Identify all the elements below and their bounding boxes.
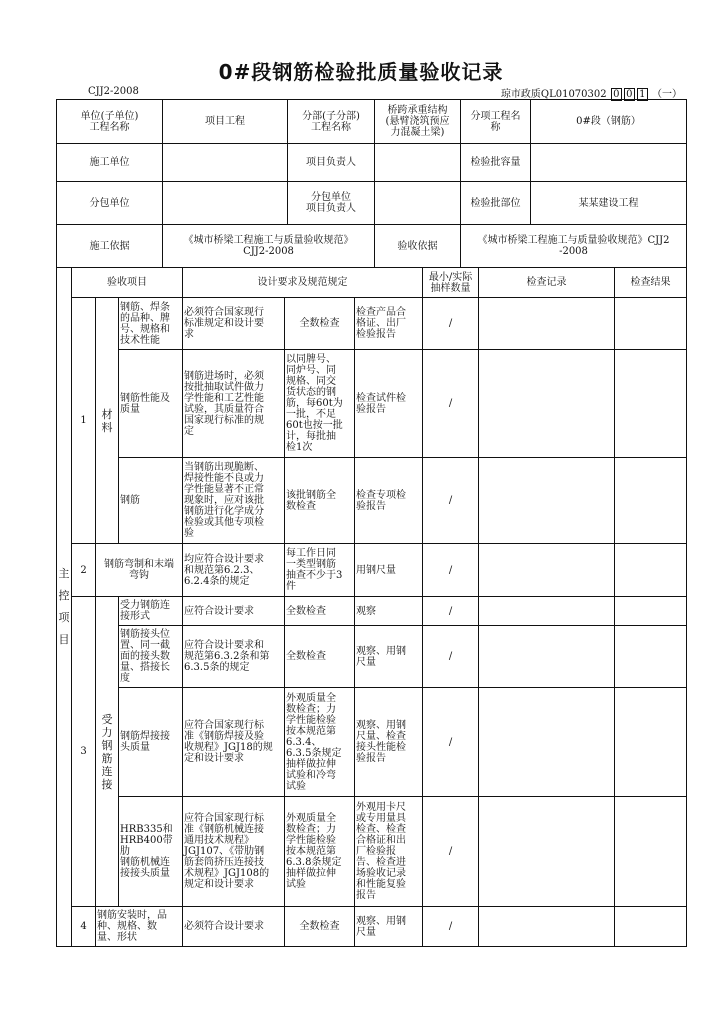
inspection-method: 用钢尺量	[355, 544, 423, 597]
sample-count[interactable]: /	[423, 626, 479, 688]
sample-count[interactable]: /	[423, 797, 479, 907]
sample-count[interactable]: /	[423, 458, 479, 544]
check-record[interactable]	[479, 907, 615, 947]
form-code-prefix: 琼市政质QL01070302	[500, 89, 607, 100]
item-name: 钢筋焊接接 头质量	[119, 688, 183, 797]
form-code-suffix: （一）	[652, 89, 682, 100]
project-manager-value[interactable]	[375, 144, 461, 182]
construction-unit-value[interactable]	[163, 144, 288, 182]
check-result[interactable]	[615, 797, 687, 907]
construction-basis-label: 施工依据	[57, 225, 163, 268]
sample-count[interactable]: /	[423, 298, 479, 350]
construction-basis-value[interactable]: 《城市桥梁工程施工与质量验收规范》 CJJ2-2008	[163, 225, 375, 268]
design-requirement: 应符合国家现行标 准《钢筋焊接及验 收规程》JGJ18的规 定和设计要求	[183, 688, 285, 797]
standard-code: CJJ2-2008	[88, 86, 139, 97]
check-record[interactable]	[479, 544, 615, 597]
batch-capacity-value[interactable]	[531, 144, 687, 182]
inspection-quantity: 外观质量全 数检查；力 学性能检验 按本规范第 6.3.8条规定 抽样做拉伸 试验	[285, 797, 355, 907]
item-name: 钢筋安装时，品 种、规格、数 量、形状	[96, 907, 183, 947]
check-result[interactable]	[615, 626, 687, 688]
column-result: 检查结果	[615, 268, 687, 298]
check-result[interactable]	[615, 350, 687, 458]
page-title: 0#段钢筋检验批质量验收记录	[218, 60, 504, 84]
item-number: 2	[72, 544, 96, 597]
unit-name-value[interactable]: 项目工程	[163, 100, 288, 144]
subitem-label: 分项工程名 称	[461, 100, 531, 144]
inspection-quantity: 该批钢筋全 数检查	[285, 458, 355, 544]
inspection-method: 检查试件检 验报告	[355, 350, 423, 458]
design-requirement: 当钢筋出现脆断、 焊接性能不良或力 学性能显著不正常 现象时，应对该批 钢筋进行化学成分 检验或其他专项检 验	[183, 458, 285, 544]
item-name: 钢筋性能及 质量	[119, 350, 183, 458]
design-requirement: 钢筋进场时，必须 按批抽取试件做力 学性能和工艺性能 试验，其质量符合 国家现行标准的规 定	[183, 350, 285, 458]
form-code-box[interactable]: 0	[624, 88, 635, 101]
sample-count[interactable]: /	[423, 907, 479, 947]
unit-name-label: 单位(子单位) 工程名称	[57, 100, 163, 144]
inspection-quantity: 每工作日同 一类型钢筋 抽查不少于3 件	[285, 544, 355, 597]
item-name: 钢筋、焊条 的品种、牌 号、规格和 技术性能	[119, 298, 183, 350]
sample-count[interactable]: /	[423, 688, 479, 797]
check-result[interactable]	[615, 907, 687, 947]
form-code-box[interactable]: 1	[637, 88, 648, 101]
subcontract-manager-value[interactable]	[375, 182, 461, 225]
subcontract-unit-value[interactable]	[163, 182, 288, 225]
inspection-quantity: 以同牌号、 同炉号、同 规格、同交 货状态的钢 筋，每60t为 一批，不足 60t也按一批 计，每批抽 检1次	[285, 350, 355, 458]
inspection-quantity: 全数检查	[285, 907, 355, 947]
division-label: 分部(子分部) 工程名称	[288, 100, 375, 144]
check-record[interactable]	[479, 688, 615, 797]
batch-capacity-label: 检验批容量	[461, 144, 531, 182]
item-name: 受力钢筋连 接形式	[119, 597, 183, 626]
inspection-method: 外观用卡尺 或专用量具 检查、检查 合格证和出 厂检验报 告、检查进 场验收记录 和性能复验 报告	[355, 797, 423, 907]
materials-label: 材 料	[96, 298, 119, 544]
design-requirement: 应符合设计要求	[183, 597, 285, 626]
check-record[interactable]	[479, 458, 615, 544]
check-result[interactable]	[615, 597, 687, 626]
check-result[interactable]	[615, 458, 687, 544]
acceptance-basis-value[interactable]: 《城市桥梁工程施工与质量验收规范》CJJ2 -2008	[461, 225, 687, 268]
division-value[interactable]: 桥跨承重结构 (悬臂浇筑预应 力混凝土梁)	[375, 100, 461, 144]
item-number: 3	[72, 597, 96, 907]
check-record[interactable]	[479, 626, 615, 688]
inspection-method: 观察、用钢 尺量	[355, 626, 423, 688]
inspection-method: 观察	[355, 597, 423, 626]
column-sample: 最小/实际 抽样数量	[423, 268, 479, 298]
rebar-connection-label: 受 力 钢 筋 连 接	[96, 597, 119, 907]
inspection-method: 观察、用钢 尺量	[355, 907, 423, 947]
subitem-value[interactable]: 0#段（钢筋）	[531, 100, 687, 144]
item-name: 钢筋弯制和末端 弯钩	[96, 544, 183, 597]
design-requirement: 均应符合设计要求 和规范第6.2.3、 6.2.4条的规定	[183, 544, 285, 597]
item-name: HRB335和 HRB400带肋 钢筋机械连 接接头质量	[119, 797, 183, 907]
check-record[interactable]	[479, 797, 615, 907]
column-item: 验收项目	[72, 268, 183, 298]
inspection-method: 检查产品合 格证、出厂 检验报告	[355, 298, 423, 350]
acceptance-basis-label: 验收依据	[375, 225, 461, 268]
main-control-items-label: 主 控 项 目	[57, 268, 72, 947]
sample-count[interactable]: /	[423, 350, 479, 458]
item-number: 4	[72, 907, 96, 947]
batch-location-label: 检验批部位	[461, 182, 531, 225]
column-record: 检查记录	[479, 268, 615, 298]
check-record[interactable]	[479, 350, 615, 458]
inspection-quantity: 全数检查	[285, 597, 355, 626]
inspection-table	[56, 267, 687, 947]
inspection-quantity: 外观质量全 数检查；力 学性能检验 按本规范第 6.3.4、 6.3.5条规定 抽样做拉伸 试验和冷弯 试验	[285, 688, 355, 797]
design-requirement: 必须符合设计要求	[183, 907, 285, 947]
inspection-method: 观察、用钢 尺量、检查 接头性能检 验报告	[355, 688, 423, 797]
check-result[interactable]	[615, 298, 687, 350]
subcontract-unit-label: 分包单位	[57, 182, 163, 225]
sample-count[interactable]: /	[423, 544, 479, 597]
sample-count[interactable]: /	[423, 597, 479, 626]
check-result[interactable]	[615, 544, 687, 597]
item-name: 钢筋接头位 置、同一截 面的接头数 量、搭接长 度	[119, 626, 183, 688]
inspection-method: 检查专项检 验报告	[355, 458, 423, 544]
design-requirement: 应符合国家现行标 准《钢筋机械连接 通用技术规程》 JGJ107、《带肋钢 筋套筒挤压连接技 术规程》JGJ108的 规定和设计要求	[183, 797, 285, 907]
column-design: 设计要求及规范规定	[183, 268, 423, 298]
inspection-quantity: 全数检查	[285, 298, 355, 350]
item-name: 钢筋	[119, 458, 183, 544]
item-number: 1	[72, 298, 96, 544]
check-result[interactable]	[615, 688, 687, 797]
design-requirement: 应符合设计要求和 规范第6.3.2条和第 6.3.5条的规定	[183, 626, 285, 688]
project-manager-label: 项目负责人	[288, 144, 375, 182]
batch-location-value[interactable]: 某某建设工程	[531, 182, 687, 225]
header-table	[56, 99, 687, 268]
subcontract-manager-label: 分包单位 项目负责人	[288, 182, 375, 225]
check-record[interactable]	[479, 597, 615, 626]
form-code-box[interactable]: 0	[611, 88, 622, 101]
construction-unit-label: 施工单位	[57, 144, 163, 182]
inspection-quantity: 全数检查	[285, 626, 355, 688]
check-record[interactable]	[479, 298, 615, 350]
design-requirement: 必须符合国家现行 标准规定和设计要 求	[183, 298, 285, 350]
